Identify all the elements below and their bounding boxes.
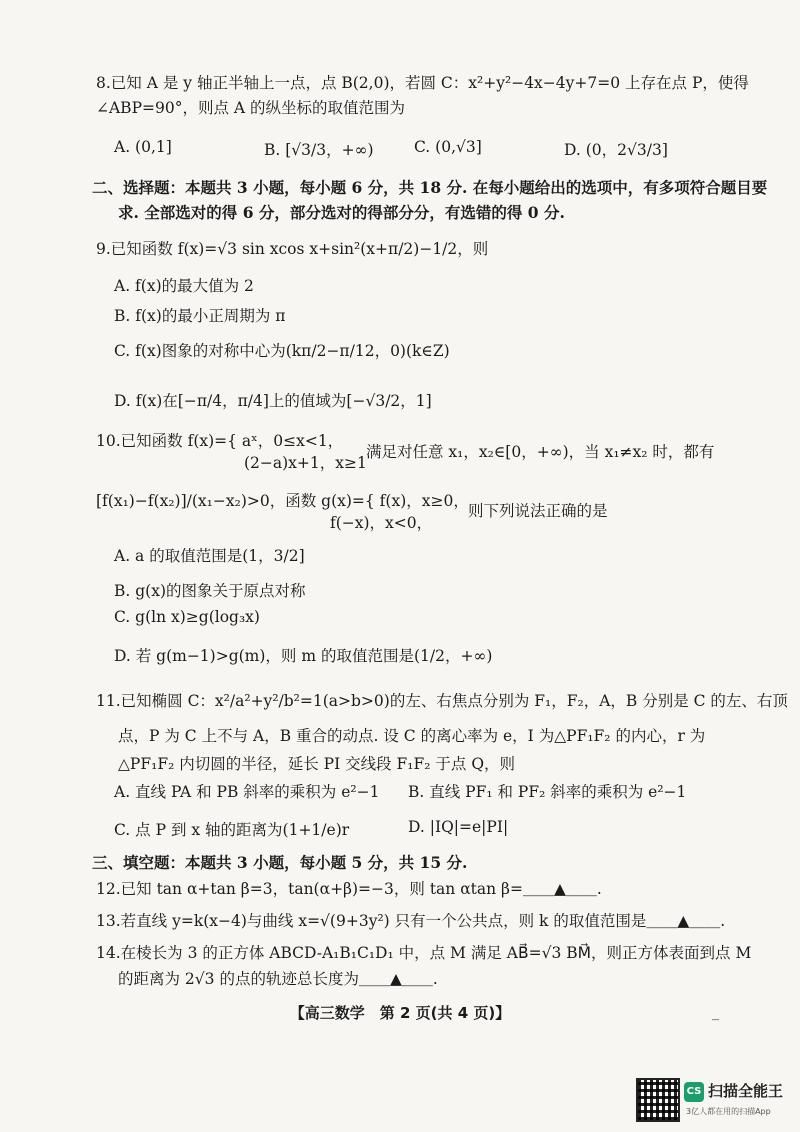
section-2-header-line-1: 二、选择题：本题共 3 小题，每小题 6 分，共 18 分. 在每小题给出的选项中，有多项符合题目要 bbox=[92, 178, 768, 197]
q11-option-b: B. 直线 PF₁ 和 PF₂ 斜率的乘积为 e²−1 bbox=[408, 783, 687, 801]
question-10-piece-3: 满足对任意 x₁，x₂∈[0，+∞)，当 x₁≠x₂ 时，都有 bbox=[366, 443, 715, 461]
qr-code-icon bbox=[636, 1078, 680, 1122]
question-12: 12.已知 tan α+tan β=3，tan(α+β)=−3，则 tan αtan β=＿＿▲＿＿. bbox=[96, 880, 602, 898]
question-11-line-1: 11.已知椭圆 C：x²/a²+y²/b²=1(a>b>0)的左、右焦点分别为 F₁，F₂，A，B 分别是 C 的左、右顶 bbox=[96, 692, 788, 710]
question-11-options-row-2 bbox=[114, 818, 734, 840]
section-3-header: 三、填空题：本题共 3 小题，每小题 5 分，共 15 分. bbox=[92, 853, 468, 872]
scanner-tagline: 3亿人都在用的扫描App bbox=[686, 1107, 771, 1116]
question-11-line-2: 点，P 为 C 上不与 A，B 重合的动点. 设 C 的离心率为 e，I 为△PF₁F₂ 的内心，r 为 bbox=[118, 727, 706, 745]
q10-option-d: D. 若 g(m−1)>g(m)，则 m 的取值范围是(1/2，+∞) bbox=[114, 647, 493, 665]
footer-dash: _ bbox=[712, 1005, 719, 1021]
question-10-prompt: 则下列说法正确的是 bbox=[468, 502, 608, 520]
q10-option-a: A. a 的取值范围是(1，3/2] bbox=[114, 547, 305, 565]
q10-option-b: B. g(x)的图象关于原点对称 bbox=[114, 582, 306, 600]
q8-option-a: A. (0,1] bbox=[114, 138, 172, 156]
section-2-header-line-2: 求. 全部选对的得 6 分，部分选对的得部分分，有选错的得 0 分. bbox=[118, 203, 565, 222]
question-8-line-2: ∠ABP=90°，则点 A 的纵坐标的取值范围为 bbox=[96, 99, 406, 117]
question-14-line-1: 14.在棱长为 3 的正方体 ABCD-A₁B₁C₁D₁ 中，点 M 满足 AB⃗=√3 BM⃗，则正方体表面到点 M bbox=[96, 944, 752, 962]
q9-option-d: D. f(x)在[−π/4，π/4]上的值域为[−√3/2，1] bbox=[114, 392, 432, 410]
question-14-line-2: 的距离为 2√3 的点的轨迹总长度为＿＿▲＿＿. bbox=[118, 970, 438, 988]
q9-option-a: A. f(x)的最大值为 2 bbox=[114, 277, 254, 295]
question-13: 13.若直线 y=k(x−4)与曲线 x=√(9+3y²) 只有一个公共点，则 k 的取值范围是＿＿▲＿＿. bbox=[96, 912, 726, 930]
camscanner-logo-icon: CS bbox=[684, 1082, 704, 1102]
question-10-g-case-2: f(−x)，x<0， bbox=[330, 514, 433, 532]
q8-option-c: C. (0,√3] bbox=[414, 138, 482, 156]
question-10-piece-2: (2−a)x+1，x≥1 bbox=[244, 454, 367, 472]
question-11-line-3: △PF₁F₂ 内切圆的半径，延长 PI 交线段 F₁F₂ 于点 Q，则 bbox=[118, 755, 516, 773]
q8-option-d: D. (0，2√3/3] bbox=[564, 141, 668, 159]
q11-option-c: C. 点 P 到 x 轴的距离为(1+1/e)r bbox=[114, 821, 350, 839]
q9-option-c: C. f(x)图象的对称中心为(kπ/2−π/12，0)(k∈Z) bbox=[114, 342, 450, 360]
question-8-line-1: 8.已知 A 是 y 轴正半轴上一点，点 B(2,0)，若圆 C：x²+y²−4x−4y+7=0 上存在点 P，使得 bbox=[96, 74, 749, 92]
question-11-options-row-1 bbox=[114, 780, 734, 802]
q8-option-b: B. [√3/3，+∞) bbox=[264, 141, 374, 159]
q9-option-b: B. f(x)的最小正周期为 π bbox=[114, 307, 286, 325]
question-8-options bbox=[114, 138, 734, 160]
q11-option-a: A. 直线 PA 和 PB 斜率的乘积为 e²−1 bbox=[114, 783, 380, 801]
q11-option-d: D. |IQ|=e|PI| bbox=[408, 818, 509, 836]
question-10-fraction: [f(x₁)−f(x₂)]/(x₁−x₂)>0，函数 g(x)={ f(x)，x≥0， bbox=[96, 492, 469, 510]
question-9-stem: 9.已知函数 f(x)=√3 sin xcos x+sin²(x+π/2)−1/2，则 bbox=[96, 240, 489, 258]
scanner-app-name: 扫描全能王 bbox=[708, 1082, 784, 1100]
question-10-piece-1: 10.已知函数 f(x)={ aˣ，0≤x<1， bbox=[96, 432, 344, 450]
q10-option-c: C. g(ln x)≥g(log₃x) bbox=[114, 608, 260, 626]
page-footer: 【高三数学 第 2 页(共 4 页)】 bbox=[289, 1004, 511, 1022]
